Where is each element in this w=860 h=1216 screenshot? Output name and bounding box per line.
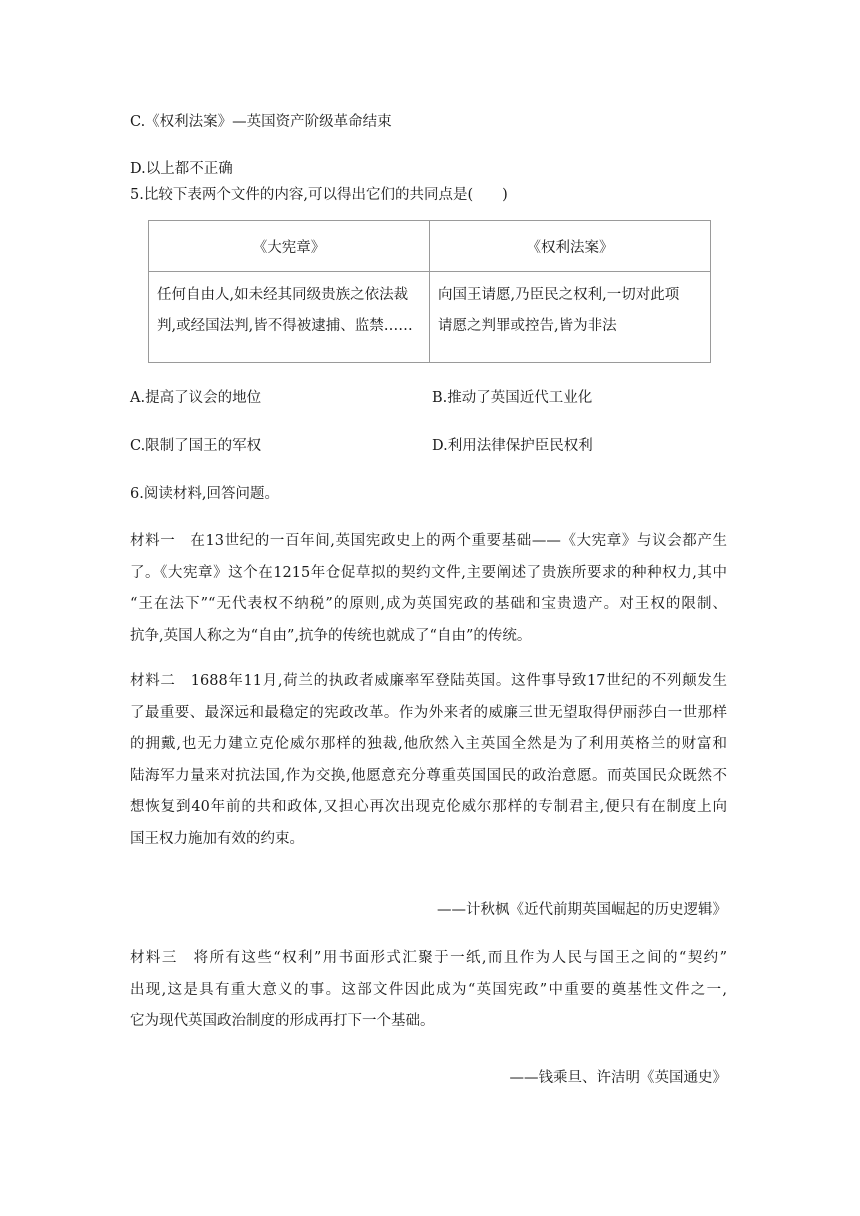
- q5-option-b: B.推动了英国近代工业化: [432, 390, 593, 406]
- material-line: 了。《大宪章》这个在1215年仓促草拟的契约文件,主要阐述了贵族所要求的种种权力,其中: [130, 564, 727, 581]
- table-header-bill-of-rights: 《权利法案》: [430, 221, 711, 272]
- table-cell-line: 任何自由人,如未经其同级贵族之依法裁: [157, 287, 409, 303]
- material-line: 材料二 1688年11月,荷兰的执政者威廉率军登陆英国。这件事导致17世纪的不列颠发生: [130, 673, 727, 689]
- material-line: 的拥戴,也无力建立克伦威尔那样的独裁,他欣然入主英国全然是为了利用英格兰的财富和: [130, 736, 727, 753]
- table-cell-line: 请愿之判罪或控告,皆为非法: [438, 318, 617, 334]
- material-line: 陆海军力量来对抗法国,作为交换,他愿意充分尊重英国国民的政治意愿。而英国民众既然不: [130, 767, 727, 784]
- comparison-table: [148, 220, 711, 363]
- material-line: 抗争,英国人称之为“自由”,抗争的传统也就成了“自由”的传统。: [130, 627, 532, 644]
- material-3: [130, 943, 727, 1038]
- material-2-source: ——计秋枫《近代前期英国崛起的历史逻辑》: [437, 902, 727, 918]
- material-3-source: ——钱乘旦、许洁明《英国通史》: [509, 1070, 727, 1086]
- material-line: 了最重要、最深远和最稳定的宪政改革。作为外来者的威廉三世无望取得伊丽莎白一世那样: [130, 704, 727, 721]
- q4-option-d: D.以上都不正确: [130, 161, 233, 177]
- table-cell-line: 向国王请愿,乃臣民之权利,一切对此项: [438, 287, 680, 303]
- table-cell-magna-carta: [149, 272, 430, 363]
- material-line: 想恢复到40年前的共和政体,又担心再次出现克伦威尔那样的专制君主,便只有在制度上向: [130, 799, 727, 816]
- q4-option-c: C.《权利法案》—英国资产阶级革命结束: [130, 114, 392, 130]
- q5-stem: 5.比较下表两个文件的内容,可以得出它们的共同点是( ): [130, 187, 508, 203]
- material-line: “王在法下”“无代表权不纳税”的原则,成为英国宪政的基础和宝贵遗产。对王权的限制、: [130, 596, 727, 613]
- q5-option-c: C.限制了国王的军权: [130, 438, 262, 454]
- material-line: 国王权力施加有效的约束。: [130, 830, 304, 847]
- table-header-magna-carta: 《大宪章》: [149, 221, 430, 272]
- material-line: 出现,这是具有重大意义的事。这部文件因此成为“英国宪政”中重要的奠基性文件之一,: [130, 981, 727, 998]
- material-line: 它为现代英国政治制度的形成再打下一个基础。: [130, 1013, 435, 1030]
- table-cell-bill-of-rights: [430, 272, 711, 363]
- table-cell-line: 判,或经国法判,皆不得被逮捕、监禁……: [157, 318, 413, 334]
- material-line: 材料三 将所有这些“权利”用书面形式汇聚于一纸,而且作为人民与国王之间的“契约”: [130, 950, 727, 966]
- material-2: [130, 666, 727, 856]
- material-line: 材料一 在13世纪的一百年间,英国宪政史上的两个重要基础——《大宪章》与议会都产生: [130, 533, 727, 549]
- q6-stem: 6.阅读材料,回答问题。: [130, 486, 279, 502]
- q5-option-a: A.提高了议会的地位: [130, 390, 262, 406]
- q5-option-d: D.利用法律保护臣民权利: [432, 438, 593, 454]
- material-1: [130, 526, 727, 652]
